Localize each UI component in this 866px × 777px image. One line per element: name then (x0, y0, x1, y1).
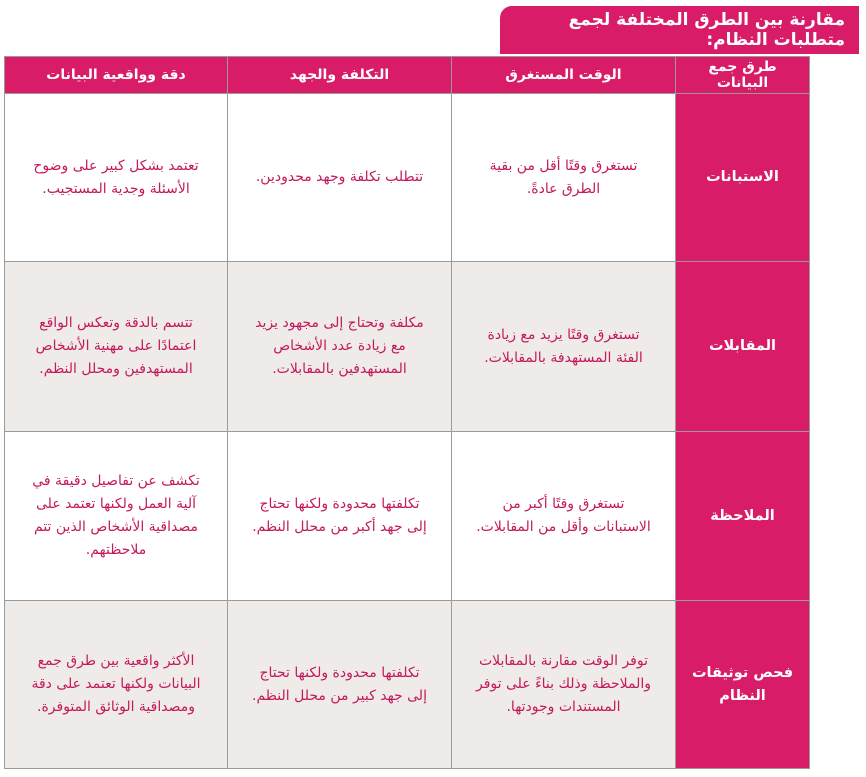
cost-cell: تكلفتها محدودة ولكنها تحتاج إلى جهد أكبر من محلل النظم. (228, 432, 452, 601)
method-cell: فحص توثيقات النظام (676, 601, 810, 769)
cost-cell: تتطلب تكلفة وجهد محدودين. (228, 94, 452, 262)
accuracy-cell: تكشف عن تفاصيل دقيقة في آلية العمل ولكنها تعتمد على مصداقية الأشخاص الذين تتم ملاحظتهم. (5, 432, 228, 601)
table-row (5, 94, 810, 262)
time-cell: تستغرق وقتًا أكبر من الاستبانات وأقل من المقابلات. (452, 432, 676, 601)
accuracy-cell: تعتمد بشكل كبير على وضوح الأسئلة وجدية المستجيب. (5, 94, 228, 262)
time-cell: تستغرق وقتًا يزيد مع زيادة الفئة المستهدفة بالمقابلات. (452, 262, 676, 432)
method-cell: المقابلات (676, 262, 810, 432)
table-row (5, 262, 810, 432)
time-cell: تستغرق وقتًا أقل من بقية الطرق عادةً. (452, 94, 676, 262)
accuracy-cell: تتسم بالدقة وتعكس الواقع اعتمادًا على مهنية الأشخاص المستهدفين ومحلل النظم. (5, 262, 228, 432)
comparison-table (4, 56, 810, 769)
header-time: الوقت المستغرق (452, 57, 676, 94)
time-cell: توفر الوقت مقارنة بالمقابلات والملاحظة وذلك بناءً على توفر المستندات وجودتها. (452, 601, 676, 769)
table-row (5, 432, 810, 601)
header-cost: التكلفة والجهد (228, 57, 452, 94)
accuracy-cell: الأكثر واقعية بين طرق جمع البيانات ولكنها تعتمد على دقة ومصداقية الوثائق المتوفرة. (5, 601, 228, 769)
method-cell: الملاحظة (676, 432, 810, 601)
table-title: مقارنة بين الطرق المختلفة لجمع متطلبات النظام: (568, 10, 845, 50)
header-method: طرق جمع البيانات (676, 57, 810, 94)
cost-cell: تكلفتها محدودة ولكنها تحتاج إلى جهد كبير من محلل النظم. (228, 601, 452, 769)
table-title-tab (500, 6, 859, 54)
header-accuracy: دقة وواقعية البيانات (5, 57, 228, 94)
cost-cell: مكلفة وتحتاج إلى مجهود يزيد مع زيادة عدد الأشخاص المستهدفين بالمقابلات. (228, 262, 452, 432)
method-cell: الاستبانات (676, 94, 810, 262)
header-row (5, 57, 810, 94)
table-row (5, 601, 810, 769)
